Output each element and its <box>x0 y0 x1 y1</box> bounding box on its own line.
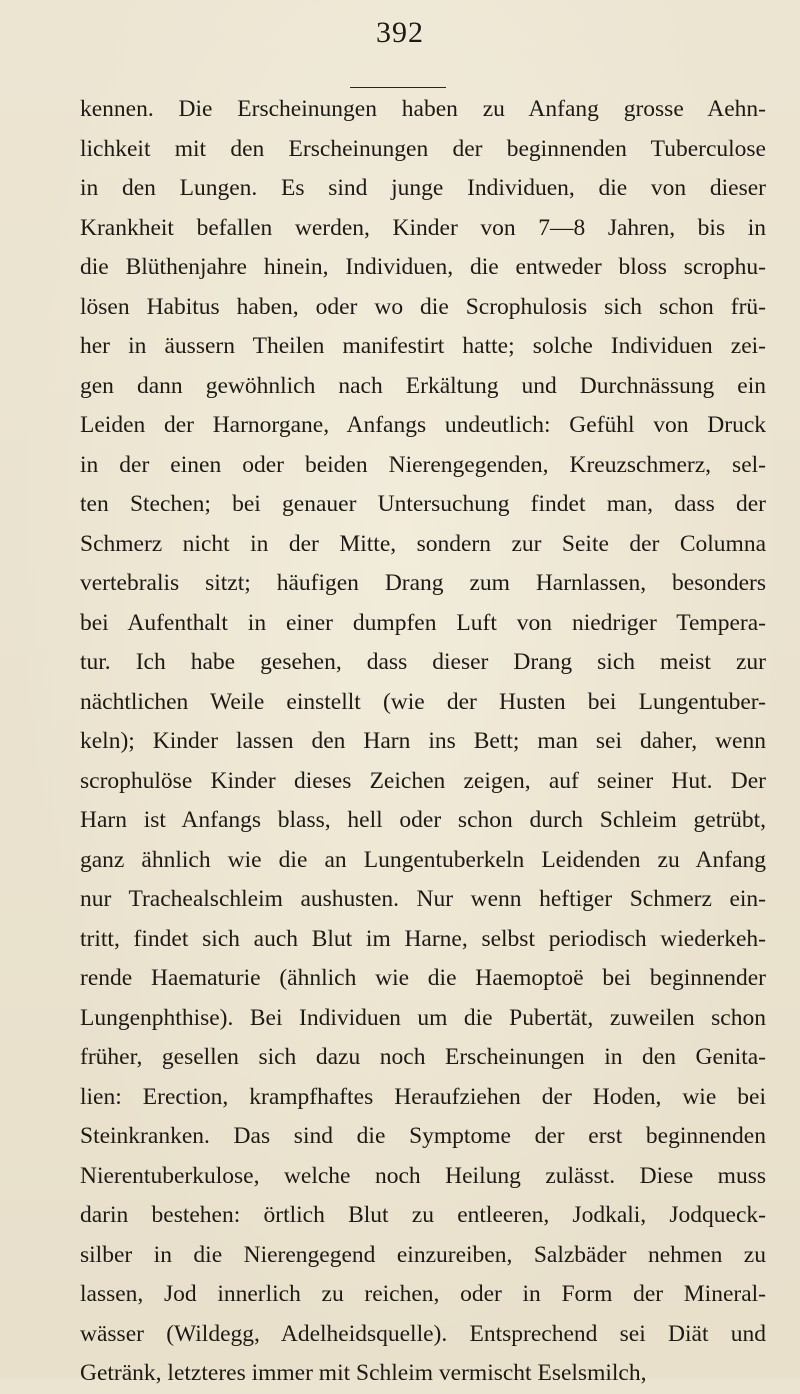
text-line: wässer (Wildegg, Adelheidsquelle). Entsprechend sei Diät und <box>80 1320 766 1347</box>
text-line: scrophulöse Kinder dieses Zeichen zeigen, auf seiner Hut. Der <box>80 767 766 794</box>
text-line: Krankheit befallen werden, Kinder von 7—8 Jahren, bis in <box>80 214 766 241</box>
body-text <box>80 90 766 1394</box>
text-line: tur. Ich habe gesehen, dass dieser Drang sich meist zur <box>80 649 766 675</box>
text-line: lassen, Jod innerlich zu reichen, oder in Form der Mineral- <box>80 1281 766 1307</box>
text-line: lichkeit mit den Erscheinungen der beginnenden Tuberculose <box>80 135 766 162</box>
text-line: bei Aufenthalt in einer dumpfen Luft von niedriger Tempera- <box>80 609 766 636</box>
text-line: nächtlichen Weile einstellt (wie der Husten bei Lungentuber- <box>80 688 766 715</box>
text-line: Nierentuberkulose, welche noch Heilung zulässt. Diese muss <box>80 1162 766 1189</box>
text-line: lien: Erection, krampfhaftes Heraufziehen der Hoden, wie bei <box>80 1083 766 1110</box>
text-line: Leiden der Harnorgane, Anfangs undeutlich: Gefühl von Druck <box>80 412 766 438</box>
text-line: Lungenphthise). Bei Individuen um die Pubertät, zuweilen schon <box>80 1004 766 1031</box>
text-line: die Blüthenjahre hinein, Individuen, die entweder bloss scrophu- <box>80 254 766 280</box>
text-line: Getränk, letzteres immer mit Schleim vermischt Eselsmilch, <box>80 1360 647 1386</box>
text-line: kennen. Die Erscheinungen haben zu Anfang grosse Aehn- <box>80 96 766 122</box>
text-line: früher, gesellen sich dazu noch Erscheinungen in den Genita- <box>80 1044 766 1070</box>
text-line: her in äussern Theilen manifestirt hatte; solche Individuen zei- <box>80 333 766 359</box>
text-line: Harn ist Anfangs blass, hell oder schon durch Schleim getrübt, <box>80 807 766 833</box>
text-line: gen dann gewöhnlich nach Erkältung und Durchnässung ein <box>80 372 766 399</box>
text-line: silber in die Nierengegend einzureiben, Salzbäder nehmen zu <box>80 1241 766 1268</box>
text-line: darin bestehen: örtlich Blut zu entleeren, Jodkali, Jodqueck- <box>80 1202 766 1228</box>
page-number: 392 <box>376 16 424 49</box>
header-rule <box>350 87 446 88</box>
text-line: in den Lungen. Es sind junge Individuen, die von dieser <box>80 175 766 201</box>
text-line: nur Trachealschleim aushusten. Nur wenn heftiger Schmerz ein- <box>80 886 766 912</box>
text-line: keln); Kinder lassen den Harn ins Bett; man sei daher, wenn <box>80 728 766 754</box>
text-line: Steinkranken. Das sind die Symptome der erst beginnenden <box>80 1123 766 1149</box>
text-line: rende Haematurie (ähnlich wie die Haemoptoë bei beginnender <box>80 965 766 991</box>
text-line: lösen Habitus haben, oder wo die Scrophulosis sich schon frü- <box>80 293 766 320</box>
text-line: ganz ähnlich wie die an Lungentuberkeln Leidenden zu Anfang <box>80 846 766 873</box>
text-line: in der einen oder beiden Nierengegenden, Kreuzschmerz, sel- <box>80 451 766 478</box>
text-line: vertebralis sitzt; häufigen Drang zum Harnlassen, besonders <box>80 570 766 596</box>
text-line: ten Stechen; bei genauer Untersuchung findet man, dass der <box>80 491 766 517</box>
text-line: Schmerz nicht in der Mitte, sondern zur Seite der Columna <box>80 530 766 557</box>
text-line: tritt, findet sich auch Blut im Harne, selbst periodisch wiederkeh- <box>80 925 766 952</box>
